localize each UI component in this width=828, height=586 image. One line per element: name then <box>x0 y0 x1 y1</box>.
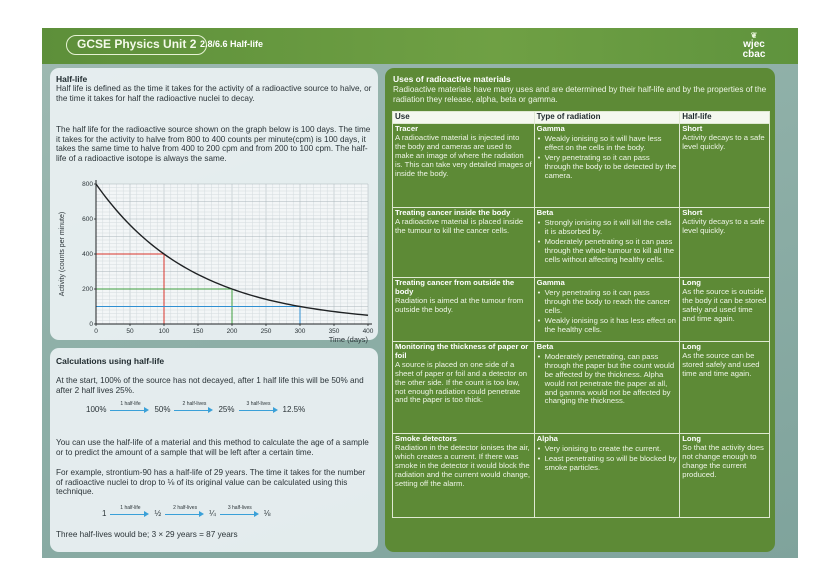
radiation-points <box>537 135 678 181</box>
header-use: Use <box>393 112 535 124</box>
half-life-reason: Activity decays to a safe level quickly. <box>682 132 765 151</box>
x-tick-label: 400 <box>362 328 374 335</box>
radiation-type: Alpha <box>536 434 558 443</box>
use-title: Smoke detectors <box>395 434 457 443</box>
calculations-heading: Calculations using half-life <box>56 356 165 366</box>
leaf-icon: ❦ <box>750 31 758 40</box>
y-axis-label: Activity (counts per minute) <box>59 211 66 297</box>
arrow-icon <box>110 401 150 414</box>
arrow-label: 1 half-life <box>120 401 141 407</box>
seq-value: 12.5% <box>282 404 306 414</box>
half-life-reason: So that the activity does not change enough to change the current produced. <box>682 442 764 479</box>
radiation-type: Gamma <box>536 278 565 287</box>
table-header-row <box>393 112 770 124</box>
radiation-point: • Very ionising to create the current. <box>537 445 678 454</box>
half-life-reason: As the source is outside the body it can be stored safely and used time and time again. <box>682 286 767 323</box>
half-life-cell <box>680 434 770 518</box>
use-description: A radioactive material is injected into the body and cameras are used to make an image of where the radiation is. This can take very detailed images of inside the body. <box>395 132 532 178</box>
arrow-icon <box>239 401 279 414</box>
unit-title: GCSE Physics Unit 2 <box>66 35 207 55</box>
use-description: Radiation is aimed at the tumour from outside the body. <box>395 295 524 314</box>
half-life-length: Long <box>682 342 701 351</box>
table-row <box>393 208 770 278</box>
arrow-icon <box>165 505 205 518</box>
half-life-reason: As the source can be stored safely and used time and time again. <box>682 350 760 378</box>
use-title: Monitoring the thickness of paper or foil <box>395 342 529 360</box>
x-tick-label: 350 <box>328 328 340 335</box>
radiation-cell <box>534 208 680 278</box>
revision-sheet <box>42 28 798 558</box>
half-life-cell <box>680 208 770 278</box>
uses-table <box>392 111 770 518</box>
y-tick-label: 0 <box>89 321 93 329</box>
arrow-label: 2 half-lives <box>173 505 198 511</box>
radiation-type: Beta <box>536 342 554 351</box>
percentage-sequence <box>86 401 306 414</box>
half-life-length: Long <box>682 434 701 443</box>
half-life-length: Short <box>682 124 703 133</box>
radiation-point: • Moderately penetrating, can pass through the paper but the count would be affected by the thickness. Alpha would not penetrate the paper at all, and gamma would not be affected by changing the thickness. <box>537 353 678 406</box>
fraction-sequence <box>102 505 271 518</box>
x-tick-label: 100 <box>158 328 170 335</box>
header-bar <box>42 28 798 64</box>
y-tick-label: 600 <box>82 216 93 224</box>
half-life-heading: Half-life <box>56 74 88 84</box>
use-cell <box>393 278 535 342</box>
y-tick-label: 400 <box>82 251 93 259</box>
radiation-point: • Weakly ionising so it has less effect on the healthy cells. <box>537 317 678 335</box>
table-row <box>393 434 770 518</box>
arrow-icon <box>110 505 150 518</box>
half-life-reason: Activity decays to a safe level quickly. <box>682 216 765 235</box>
x-tick-label: 150 <box>192 328 204 335</box>
calc-result: Three half-lives would be; 3 × 29 years = 87 years <box>56 530 238 539</box>
y-tick-labels <box>82 181 96 328</box>
calculations-panel <box>50 348 378 552</box>
radiation-points <box>537 219 678 265</box>
y-tick-label: 800 <box>82 181 93 189</box>
topic-title: 2.8/6.6 Half-life <box>200 39 264 49</box>
table-row <box>393 124 770 208</box>
half-life-cell <box>680 342 770 434</box>
arrow-label: 3 half-lives <box>246 401 271 407</box>
x-tick-label: 50 <box>126 328 134 335</box>
frac-value: ¼ <box>209 508 216 518</box>
half-life-length: Short <box>682 208 703 217</box>
radiation-cell <box>534 278 680 342</box>
use-cell <box>393 208 535 278</box>
use-description: A source is placed on one side of a sheet of paper or foil and a detector on the other side. If the count is too low, not enough radiation could penetrate and the paper is too thick. <box>395 359 528 405</box>
uses-panel <box>385 68 775 552</box>
use-description: Radiation in the detector ionises the air, which creates a current. If there was smoke in the detector it would block the radiation and the current would change, setting off the alarm. <box>395 442 531 488</box>
x-tick-label: 300 <box>294 328 306 335</box>
radiation-point: • Weakly ionising so it will have less effect on the cells in the body. <box>537 135 678 153</box>
use-cell <box>393 124 535 208</box>
radiation-point: • Very penetrating so it can pass through the body to be detected by the camera. <box>537 154 678 181</box>
use-title: Treating cancer inside the body <box>395 208 511 217</box>
arrow-label: 1 half-life <box>120 505 141 511</box>
arrow-icon <box>174 401 214 414</box>
x-tick-label: 200 <box>226 328 238 335</box>
frac-value: ⅛ <box>263 508 271 518</box>
radiation-points <box>537 445 678 473</box>
radiation-points <box>537 289 678 335</box>
seq-value: 25% <box>218 404 235 414</box>
radiation-point: • Least penetrating so will be blocked by smoke particles. <box>537 455 678 473</box>
table-row <box>393 342 770 434</box>
wjec-logo <box>734 32 774 60</box>
radiation-cell <box>534 124 680 208</box>
y-tick-label: 200 <box>82 286 93 294</box>
seq-value: 100% <box>86 404 107 414</box>
radiation-type: Gamma <box>536 124 565 133</box>
radiation-cell <box>534 434 680 518</box>
frac-value: ½ <box>154 508 162 518</box>
header-radiation: Type of radiation <box>534 112 680 124</box>
half-life-cell <box>680 278 770 342</box>
logo-line-2: cbac <box>742 49 766 60</box>
radiation-type: Beta <box>536 208 554 217</box>
use-cell <box>393 342 535 434</box>
half-life-cell <box>680 124 770 208</box>
use-description: A radioactive material is placed inside the tumour to kill the cancer cells. <box>395 216 524 235</box>
x-tick-label: 250 <box>260 328 272 335</box>
radiation-point: • Moderately penetrating so it can pass through the whole tumour to kill all the cells without affecting healthy cells. <box>537 238 678 265</box>
radiation-points <box>537 353 678 406</box>
radiation-point: • Strongly ionising so it will kill the cells it is absorbed by. <box>537 219 678 237</box>
calc-intro: At the start, 100% of the source has not decayed, after 1 half life this will be 50% and after 2 half lives 25%. <box>56 376 364 395</box>
arrow-label: 3 half-lives <box>227 505 252 511</box>
seq-value: 50% <box>154 404 171 414</box>
use-title: Tracer <box>395 124 419 133</box>
calc-method: You can use the half-life of a material and this method to calculate the age of a sample or to predict the amount of a sample that will be left after a certain time. <box>56 438 369 457</box>
x-axis-label: Time (days) <box>328 335 368 344</box>
table-row <box>393 278 770 342</box>
calc-example: For example, strontium-90 has a half-life of 29 years. The time it takes for the number of radioactive nuclei to drop to ⅛ of its original value can be calculated using this technique. <box>56 468 366 497</box>
half-life-panel <box>50 68 378 344</box>
use-cell <box>393 434 535 518</box>
half-life-length: Long <box>682 278 701 287</box>
x-tick-labels <box>94 324 374 335</box>
logo-line-1: wjec <box>743 39 765 50</box>
half-life-definition: Half life is defined as the time it takes for the activity of a radioactive source to halve, or the time it takes for half the radioactive nuclei to decay. <box>56 84 372 103</box>
arrow-icon <box>220 505 260 518</box>
uses-heading: Uses of radioactive materials <box>393 74 511 84</box>
arrow-label: 2 half-lives <box>182 401 207 407</box>
header-half-life: Half-life <box>680 112 770 124</box>
x-tick-label: 0 <box>94 328 98 335</box>
radiation-point: • Very penetrating so it can pass through the body to reach the cancer cells. <box>537 289 678 316</box>
uses-description: Radioactive materials have many uses and are determined by their half-life and by the properties of the radiation they release, alpha, beta or gamma. <box>393 85 767 104</box>
decay-chart <box>52 176 376 344</box>
use-title: Treating cancer from outside the body <box>395 278 515 296</box>
uses-table-body <box>393 124 770 518</box>
half-life-example: The half life for the radioactive source shown on the graph below is 100 days. The time it takes for the activity to halve from 800 to 400 counts per minute(cpm) is 100 days, it takes the same time to halve from 400 to 200 cpm and from 200 to 100 cpm. The half-life of a radioactive isotope is always the same. <box>56 125 371 163</box>
radiation-cell <box>534 342 680 434</box>
frac-value: 1 <box>102 508 107 518</box>
